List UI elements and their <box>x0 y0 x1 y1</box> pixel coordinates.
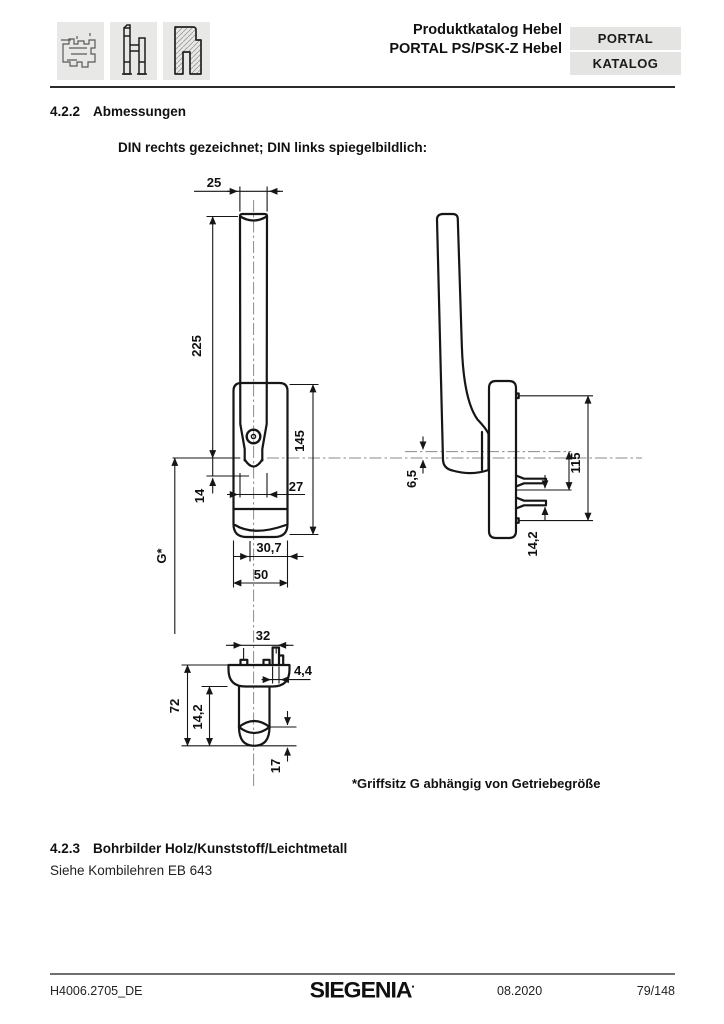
din-note: DIN rechts gezeichnet; DIN links spiegelbildlich: <box>118 140 428 155</box>
dim-label-stem-width-bottom: 27 <box>288 479 304 494</box>
dim-label-plate-height: 145 <box>292 430 307 452</box>
dim-label-spindle-tip: 17 <box>268 758 283 774</box>
section-number: 4.2.3 <box>50 841 81 856</box>
page-number: 79/148 <box>636 984 675 998</box>
dim-label-pin-offset: 14,2 <box>525 531 540 557</box>
dim-label-stem-length: 225 <box>189 335 204 357</box>
section-body: Siehe Kombilehren EB 643 <box>50 863 213 878</box>
title-line2: PORTAL PS/PSK-Z Hebel <box>389 41 562 57</box>
dim-label-grip-position: G* <box>154 548 169 564</box>
section-title: Abmessungen <box>93 104 187 119</box>
dim-label-grip-offset: 30,7 <box>256 540 282 555</box>
portal-badge: PORTAL <box>570 27 681 50</box>
bottom-view-drawing <box>167 628 313 773</box>
section-number: 4.2.2 <box>50 104 81 119</box>
dim-label-stem-width-top: 25 <box>206 175 222 190</box>
dim-label-neck-depth: 14,2 <box>190 704 205 730</box>
front-view-drawing <box>154 175 319 634</box>
section-heading-423 <box>50 841 347 856</box>
footer-divider <box>50 973 675 975</box>
dim-label-offset-below-axis: 14 <box>192 488 207 504</box>
dim-label-stud-spacing: 32 <box>255 628 271 643</box>
siegenia-logo <box>0 978 724 1004</box>
title-line1: Produktkatalog Hebel <box>412 22 562 38</box>
katalog-badge: KATALOG <box>570 52 681 75</box>
dim-label-total-depth: 72 <box>167 698 182 714</box>
dim-label-screw-distance: 115 <box>568 452 583 474</box>
center-lines <box>254 200 642 789</box>
trademark-icon: ▪ <box>411 982 415 991</box>
dim-label-pin-width: 4,4 <box>293 663 313 678</box>
dim-label-axis-offset: 6,5 <box>404 469 419 489</box>
footer-date: 08.2020 <box>497 984 543 998</box>
dim-label-plate-width: 50 <box>253 567 269 582</box>
document-id: H4006.2705_DE <box>50 984 143 998</box>
side-view-drawing <box>404 214 593 557</box>
brand-text: SIEGENIA <box>309 977 412 1003</box>
section-title: Bohrbilder Holz/Kunststoff/Leichtmetall <box>93 841 348 856</box>
grip-position-footnote: *Griffsitz G abhängig von Getriebegröße <box>352 776 601 791</box>
